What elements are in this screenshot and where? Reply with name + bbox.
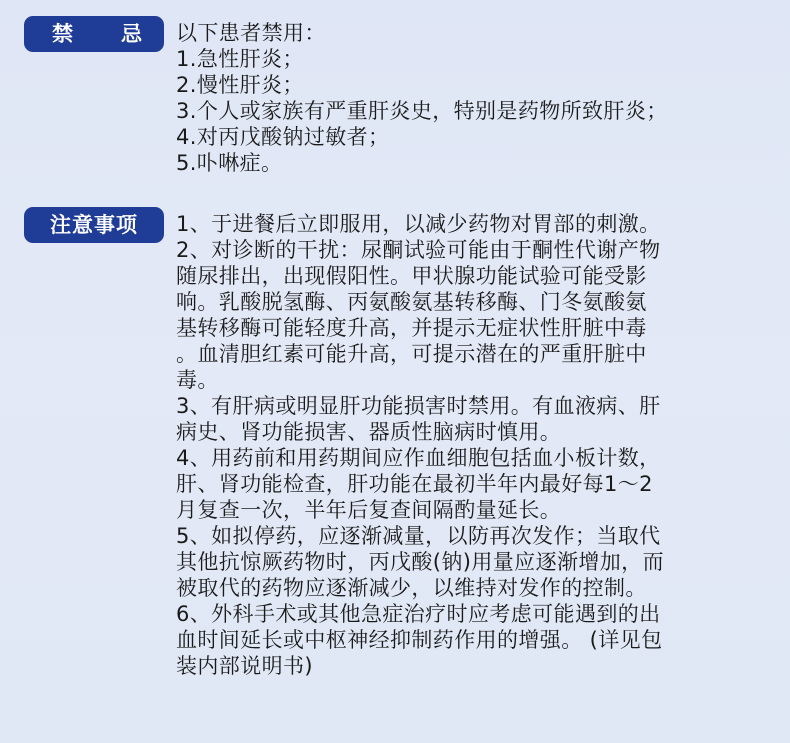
precautions-line: 6、外科手术或其他急症治疗时应考虑可能遇到的出 (176, 602, 661, 626)
precautions-label: 注意事项 (24, 207, 164, 243)
precautions-line: 。血清胆红素可能升高，可提示潜在的严重肝脏中 (176, 342, 647, 366)
contraindications-line: 4.对丙戊酸钠过敏者； (176, 125, 390, 149)
contraindications-label-char-2: 忌 (121, 22, 142, 46)
precautions-line: 装内部说明书) (176, 654, 313, 678)
contraindications-label-char-1: 禁 (52, 22, 73, 46)
precautions-line: 1、于进餐后立即服用，以减少药物对胃部的刺激。 (176, 212, 661, 236)
precautions-line: 被取代的药物应逐渐减少，以维持对发作的控制。 (176, 576, 647, 600)
contraindications-line: 以下患者禁用： (176, 21, 326, 45)
precautions-line: 5、如拟停药，应逐渐减量，以防再次发作；当取代 (176, 524, 661, 548)
contraindications-line: 1.急性肝炎； (176, 47, 304, 71)
precautions-line: 病史、肾功能损害、器质性脑病时慎用。 (176, 420, 562, 444)
precautions-line: 4、用药前和用药期间应作血细胞包括血小板计数， (176, 446, 661, 470)
precautions-line: 血时间延长或中枢神经抑制药作用的增强。 (详见包 (176, 628, 663, 652)
precautions-line: 其他抗惊厥药物时，丙戊酸(钠)用量应逐渐增加，而 (176, 550, 664, 574)
precautions-line: 毒。 (176, 368, 219, 392)
precautions-line: 月复查一次，半年后复查间隔酌量延长。 (176, 498, 562, 522)
contraindications-line: 2.慢性肝炎； (176, 73, 304, 97)
precautions-line: 响。乳酸脱氢酶、丙氨酸氨基转移酶、门冬氨酸氨 (176, 290, 647, 314)
contraindications-line: 3.个人或家族有严重肝炎史，特别是药物所致肝炎； (176, 99, 668, 123)
precautions-line: 基转移酶可能轻度升高，并提示无症状性肝脏中毒 (176, 316, 647, 340)
precautions-line: 3、有肝病或明显肝功能损害时禁用。有血液病、肝 (176, 394, 661, 418)
precautions-line: 肝、肾功能检查，肝功能在最初半年内最好每1～2 (176, 472, 653, 496)
contraindications-text (176, 20, 776, 176)
precautions-line: 随尿排出，出现假阳性。甲状腺功能试验可能受影 (176, 264, 647, 288)
contraindications-label (24, 16, 164, 52)
precautions-line: 2、对诊断的干扰：尿酮试验可能由于酮性代谢产物 (176, 238, 661, 262)
contraindications-line: 5.卟啉症。 (176, 151, 283, 175)
precautions-text (176, 211, 776, 679)
